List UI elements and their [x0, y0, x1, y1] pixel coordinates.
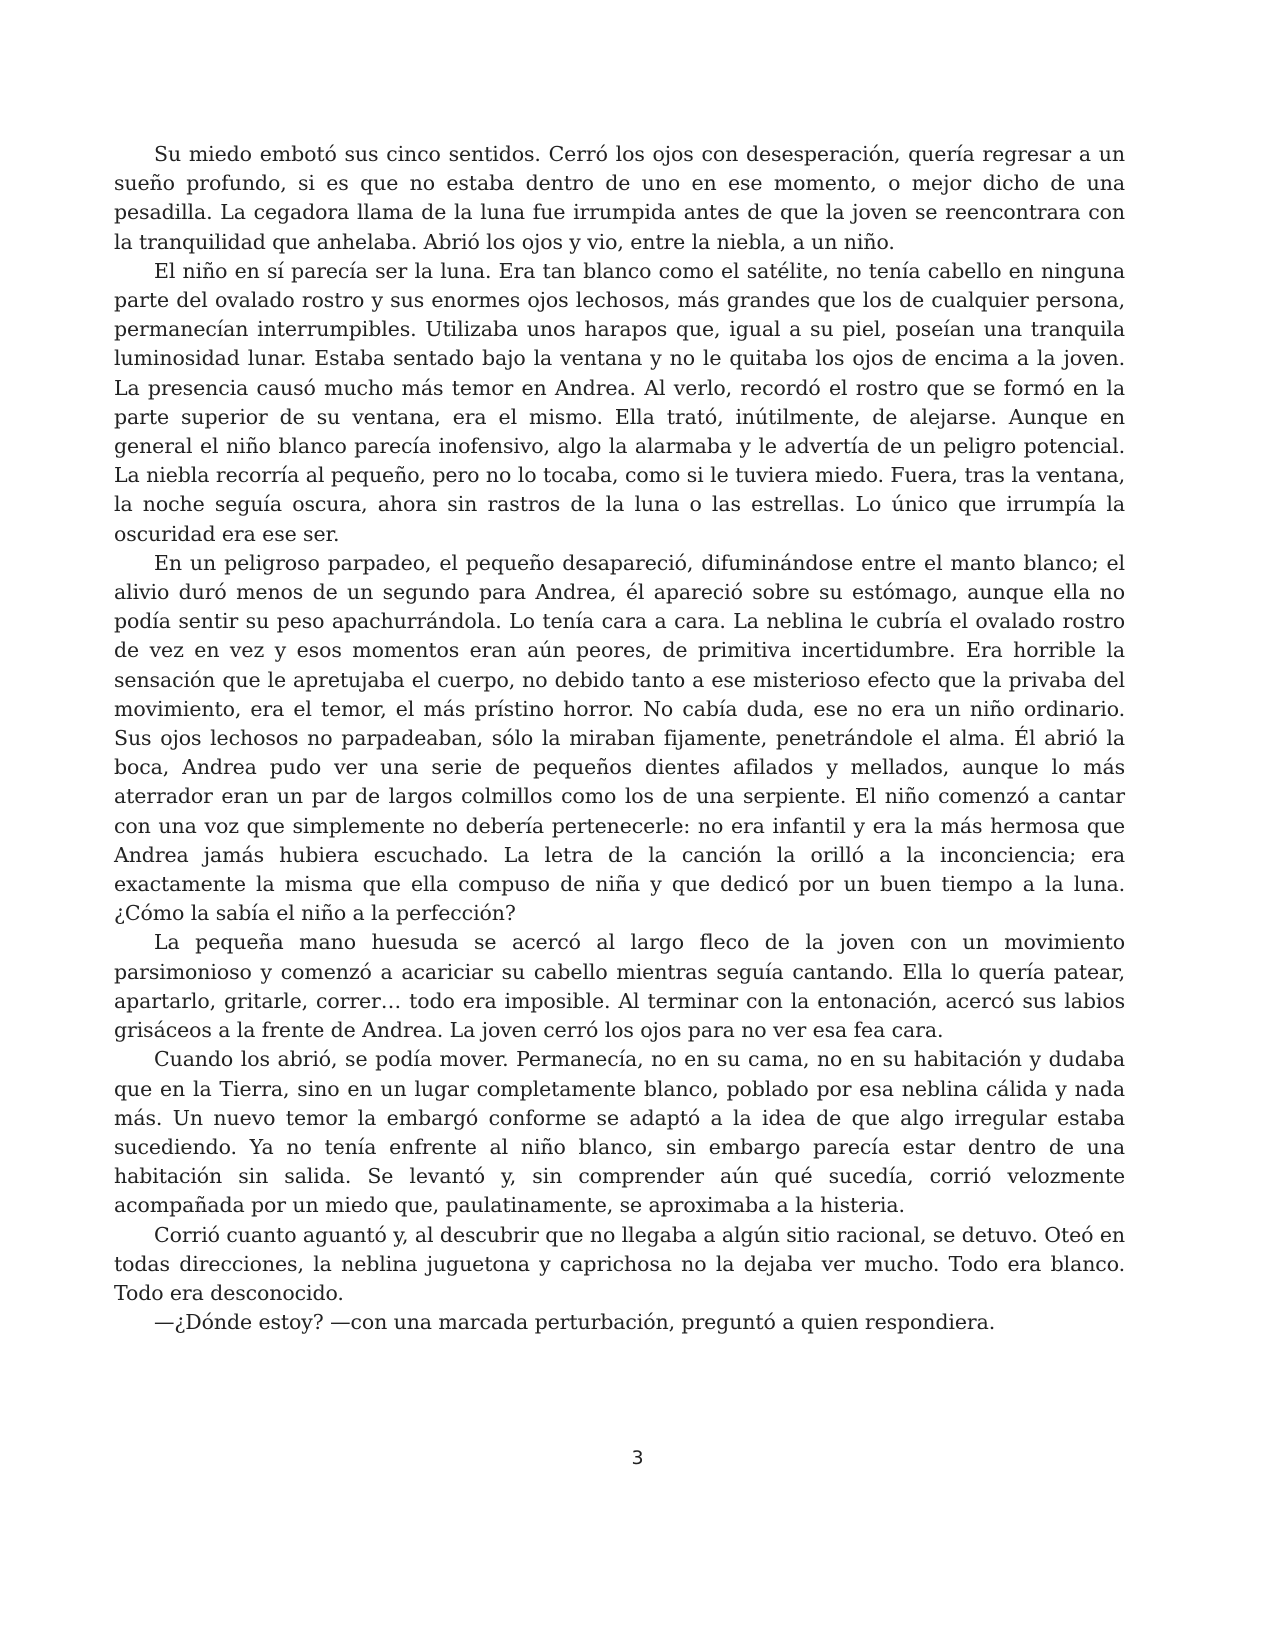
document-body [114, 140, 1125, 1337]
paragraph-3: En un peligroso parpadeo, el pequeño desapareció, difuminándose entre el manto blanco; el alivio duró menos de un segundo para Andrea, él apareció sobre su estómago, aunque ella no podía sentir su peso apachurrándola. Lo tenía cara a cara. La neblina le cubría el ovalado rostro de vez en vez y esos momentos eran aún peores, de primitiva incertidumbre. Era horrible la sensación que le apretujaba el cuerpo, no debido tanto a ese misterioso efecto que la privaba del movimiento, era el temor, el más prístino horror. No cabía duda, ese no era un niño ordinario. Sus ojos lechosos no parpadeaban, sólo la miraban fijamente, penetrándole el alma. Él abrió la boca, Andrea pudo ver una serie de pequeños dientes afilados y mellados, aunque lo más aterrador eran un par de largos colmillos como los de una serpiente. El niño comenzó a cantar con una voz que simplemente no debería pertenecerle: no era infantil y era la más hermosa que Andrea jamás hubiera escuchado. La letra de la canción la orilló a la inconciencia; era exactamente la misma que ella compuso de niña y que dedicó por un buen tiempo a la luna. ¿Cómo la sabía el niño a la perfección? [114, 550, 1125, 926]
paragraph-4: La pequeña mano huesuda se acercó al largo fleco de la joven con un movimiento parsimonioso y comenzó a acariciar su cabello mientras seguía cantando. Ella lo quería patear, apartarlo, gritarle, correr… todo era imposible. Al terminar con la entonación, acercó sus labios grisáceos a la frente de Andrea. La joven cerró los ojos para no ver esa fea cara. [114, 930, 1125, 1043]
paragraph-2: El niño en sí parecía ser la luna. Era tan blanco como el satélite, no tenía cabello en ninguna parte del ovalado rostro y sus enormes ojos lechosos, más grandes que los de cualquier persona, permanecían interrumpibles. Utilizaba unos harapos que, igual a su piel, poseían una tranquila luminosidad lunar. Estaba sentado bajo la ventana y no le quitaba los ojos de encima a la joven. La presencia causó mucho más temor en Andrea. Al verlo, recordó el rostro que se formó en la parte superior de su ventana, era el mismo. Ella trató, inútilmente, de alejarse. Aunque en general el niño blanco parecía inofensivo, algo la alarmaba y le advertía de un peligro potencial. La niebla recorría al pequeño, pero no lo tocaba, como si le tuviera miedo. Fuera, tras la ventana, la noche seguía oscura, ahora sin rastros de la luna o las estrellas. Lo único que irrumpía la oscuridad era ese ser. [114, 258, 1125, 546]
page-number: 3 [631, 1447, 644, 1469]
paragraph-1: Su miedo embotó sus cinco sentidos. Cerró los ojos con desesperación, quería regresar a un sueño profundo, si es que no estaba dentro de uno en ese momento, o mejor dicho de una pesadilla. La cegadora llama de la luna fue irrumpida antes de que la joven se reencontrara con la tranquilidad que anhelaba. Abrió los ojos y vio, entre la niebla, a un niño. [114, 142, 1125, 254]
paragraph-5: Cuando los abrió, se podía mover. Permanecía, no en su cama, no en su habitación y dudaba que en la Tierra, sino en un lugar completamente blanco, poblado por esa neblina cálida y nada más. Un nuevo temor la embargó conforme se adaptó a la idea de que algo irregular estaba sucediendo. Ya no tenía enfrente al niño blanco, sin embargo parecía estar dentro de una habitación sin salida. Se levantó y, sin comprender aún qué sucedía, corrió velozmente acompañada por un miedo que, paulatinamente, se aproximaba a la histeria. [114, 1047, 1125, 1218]
paragraph-6: Corrió cuanto aguantó y, al descubrir que no llegaba a algún sitio racional, se detuvo. Oteó en todas direcciones, la neblina juguetona y caprichosa no la dejaba ver mucho. Todo era blanco. Todo era desconocido. [114, 1222, 1125, 1305]
dialogue-line: —¿Dónde estoy? —con una marcada perturbación, preguntó a quien respondiera. [154, 1310, 996, 1335]
